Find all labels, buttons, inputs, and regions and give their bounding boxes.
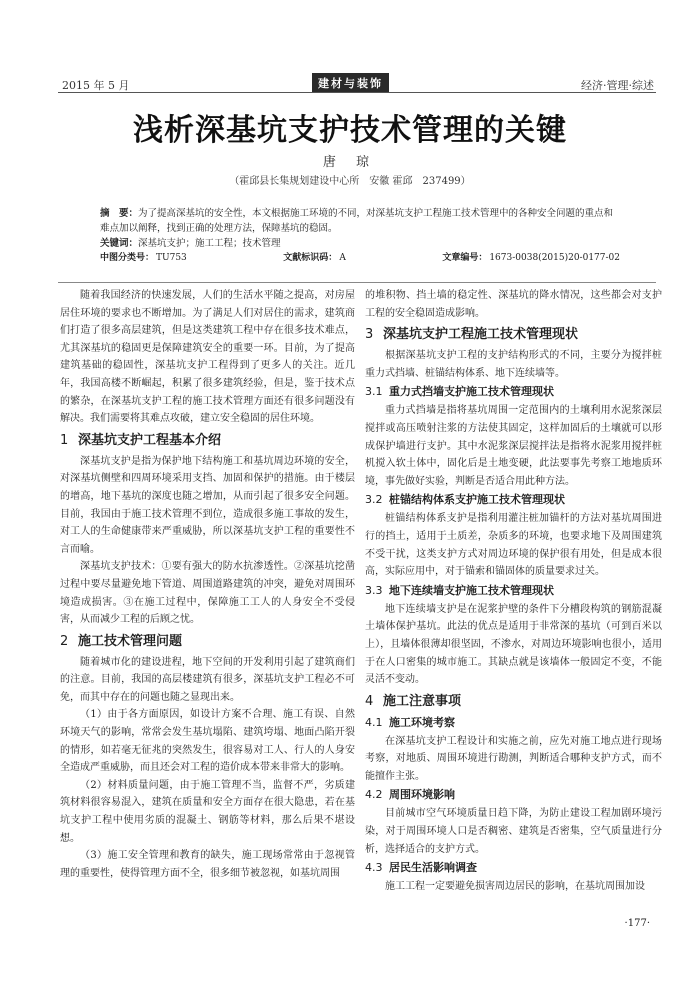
paragraph: 施工工程一定要避免损害周边居民的影响，在基坑周围加设	[385, 881, 645, 893]
abstract-label: 摘 要：	[100, 208, 139, 219]
clc-code: 中图分类号： TU753	[100, 253, 187, 263]
article-number: 文章编号： 1673-0038(2015)20-0177-02	[442, 253, 620, 263]
abstract-text: 为了提高深基坑的安全性，本文根据施工环境的不同，对深基坑支护工程施工技术管理中的各种安全问题的重点和难点加以阐释，找到正确的处理方法，保障基坑的稳固。	[100, 208, 614, 234]
paragraph: 在深基坑支护工程设计和实施之前，应先对施工地点进行现场考察，对地质、周围环境进行勘测，判断适合哪种支护方式，而不能擅作主张。	[365, 735, 662, 782]
section-heading: 3 深基坑支护工程施工技术管理现状	[365, 327, 579, 343]
section-heading: 4 施工注意事项	[365, 693, 462, 709]
paragraph: （3）施工安全管理和教育的缺失，施工现场常常由于忽视管理的重要性，使得管理方面不全，很多细节被忽视，如基坑周围	[60, 850, 355, 879]
classification-meta	[100, 251, 620, 266]
section-heading: 2 施工技术管理问题	[60, 633, 183, 649]
paragraph: 深基坑支护是指为保护地下结构施工和基坑周边环境的安全，对深基坑侧壁和四周环境采用支挡、加固和保护的措施。由于楼层的增高，地下基坑的深度也随之增加，从而引起了很多安全问题。目前，我国由于施工技术管理不到位，造成很多施工事故的发生，对工人的生命健康带来严重威胁，所以深基坑支护工程的重要性不言而喻。	[60, 455, 355, 555]
subsection-heading: 4.2 周围环境影响	[365, 788, 455, 802]
abstract-block	[100, 206, 620, 266]
keywords	[100, 236, 620, 251]
paragraph: 的堆积物、挡土墙的稳定性、深基坑的降水情况，这些都会对支护工程的安全稳固造成影响。	[365, 290, 662, 319]
paragraph: 重力式挡墙是指将基坑周围一定范围内的土壤利用水泥浆深层搅拌或高压喷射注浆的方法使其固定，这样加固后的土壤就可以形成保护墙进行支护。其中水泥浆深层搅拌法是指将水泥浆用搅拌桩机搅入软土体中，固化后是土地变硬，此法要事先考察工地地质环境，事先做好实验，判断是否适合用此种方法。	[365, 405, 662, 487]
header-section: 经济·管理·综述	[581, 79, 654, 92]
abstract	[100, 206, 620, 236]
article-author: 唐 琼	[322, 155, 378, 170]
right-column	[365, 287, 662, 896]
document-code: 文献标识码： A	[283, 253, 346, 263]
author-affiliation: （霍邱县长集规划建设中心所 安徽 霍邱 237499）	[229, 176, 471, 187]
paragraph: 深基坑支护技术：①要有强大的防水抗渗透性。②深基坑挖凿过程中要尽量避免地下管道、周围道路建筑的冲突，避免对周围环境造成损害。③在施工过程中，保障施工工人的人身安全不受侵害，从而减少工程的后顾之忧。	[60, 561, 355, 626]
paragraph: 目前城市空气环境质量日趋下降，为防止建设工程加剧环境污染，对于周围环境人口是否稠密、建筑是否密集，空气质量进行分析，选择适合的支护方式。	[365, 808, 662, 855]
paragraph: （2）材料质量问题，由于施工管理不当，监督不严，劣质建筑材料很容易混入，建筑在质量和安全方面存在很大隐患，若在基坑支护工程中使用劣质的混凝土、钢筋等材料，那么后果不堪设想。	[60, 779, 355, 844]
subsection-heading: 3.2 桩锚结构体系支护施工技术管理现状	[365, 493, 565, 507]
page-number: ·177·	[624, 918, 650, 929]
section-heading: 1 深基坑支护工程基本介绍	[60, 432, 222, 448]
subsection-heading: 3.3 地下连续墙支护施工技术管理现状	[365, 583, 554, 597]
intro-paragraph: 随着我国经济的快速发展，人们的生活水平随之提高，对房屋居住环境的要求也不断增加。为了满足人们对居住的需求，建筑商们打造了很多高层建筑，但是这类建筑工程中存在很多技术难点，尤其深基坑的稳固更是保障建筑安全的重要一环。目前，为了提高建筑基础的稳固性，深基坑支护工程得到了更多人的关注。近几年，我国高楼不断崛起，积累了很多建筑经验，但是，鉴于技术点的繁杂，在深基坑支护工程的施工技术管理方面还有很多问题没有解决。我们需要将其难点攻破，建立安全稳固的居住环境。	[60, 290, 355, 425]
paragraph: （1）由于各方面原因，如设计方案不合理、施工有误、自然环境天气的影响，常常会发生基坑塌陷、建筑垮塌、地面凸陷开裂的情形，如若毫无征兆的突然发生，很容易对工人、行人的人身安全造成严重威胁，而且还会对工程的造价成本带来非常大的影响。	[60, 709, 355, 774]
paragraph: 随着城市化的建设进程，地下空间的开发利用引起了建筑商们的注意。目前，我国的高层楼建筑有很多，深基坑支护工程必不可免，而其中存在的问题也随之显现出来。	[60, 656, 355, 703]
left-column	[60, 287, 355, 882]
header-date: 2015 年 5 月	[62, 79, 130, 92]
abstract-divider	[58, 282, 656, 283]
subsection-heading: 4.3 居民生活影响调查	[365, 861, 477, 875]
keywords-text: 深基坑支护；施工工程；技术管理	[138, 238, 281, 249]
header-divider	[58, 92, 656, 93]
subsection-heading: 3.1 重力式挡墙支护施工技术管理现状	[365, 385, 554, 399]
journal-name: 建材与装饰	[312, 73, 389, 93]
paragraph: 地下连续墙支护是在泥浆护壁的条件下分槽段构筑的钢筋混凝土墙体保护基坑。此法的优点是适用于非常深的基坑（可到百米以上），且墙体很薄却很坚固，不渗水，对周边环境影响也很小，适用于在人口密集的城市施工。其缺点就是该墙体一般固定不变，不能灵活不变动。	[365, 603, 662, 686]
subsection-heading: 4.1 施工环境考察	[365, 715, 455, 729]
article-title: 浅析深基坑支护技术管理的关键	[133, 113, 567, 148]
paragraph: 根据深基坑支护工程的支护结构形式的不同，主要分为搅拌桩重力式挡墙、桩锚结构体系、地下连续墙等。	[365, 350, 662, 379]
paragraph: 桩锚结构体系支护是指利用灌注桩加锚杆的方法对基坑周围进行的挡土，适用于土质差，杂质多的环境，也要求地下及周围建筑不受干扰，这类支护方式对周边环境的保护很有用处，但是成本很高，实际应用中，对于锚索和锚固体的质量要求过关。	[365, 513, 662, 578]
keywords-label: 关键词：	[100, 238, 139, 249]
